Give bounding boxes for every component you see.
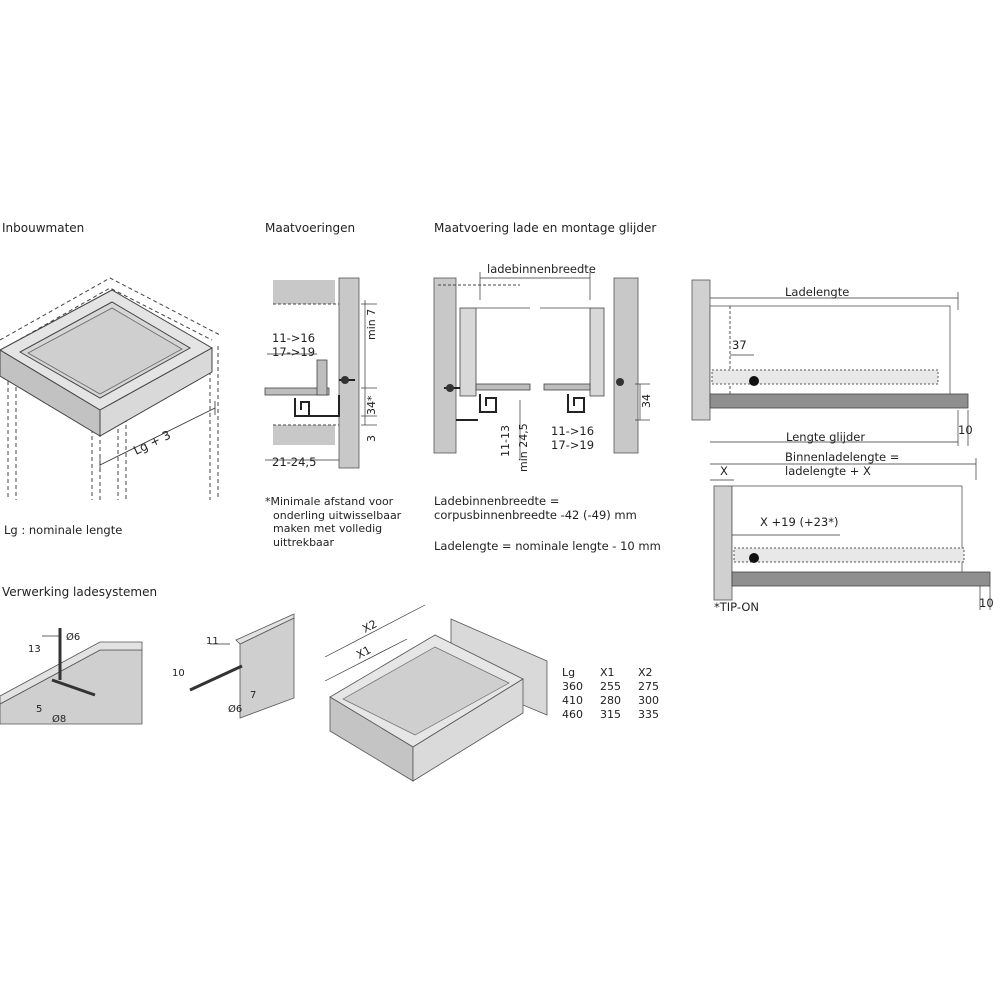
- section-title-verwerking: Verwerking ladesystemen: [2, 585, 158, 599]
- verwerking-d5: 5: [36, 704, 43, 715]
- maatvoeringen-section-drawing: [265, 270, 395, 470]
- verwerking-d7: 7: [250, 690, 257, 701]
- dim-x-19-23: X +19 (+23*): [760, 515, 839, 529]
- lade-dim-11-16: 11->16: [551, 424, 595, 438]
- verwerking-d6a: Ø6: [66, 632, 81, 643]
- table-cell: 255: [600, 680, 621, 693]
- dim-x1: X1: [354, 643, 374, 662]
- dim-10-bottom: 10: [979, 596, 994, 610]
- verwerking-d13: 13: [28, 644, 41, 655]
- drawer-isometric-drawing: [0, 260, 235, 500]
- binnenladelengte-label-1: Binnenladelengte =: [785, 450, 900, 464]
- drawer-measure-drawing: [325, 595, 555, 785]
- table-cell: 275: [638, 680, 659, 693]
- dim-34-star: 34*: [365, 395, 378, 415]
- maatvoeringen-note: *Minimale afstand voor onderling uitwisselbaar maken met volledig uittrekbaar: [265, 495, 402, 549]
- table-header-x2: X2: [638, 666, 653, 679]
- table-header-lg: Lg: [562, 666, 576, 679]
- section-title-maatvoering-lade: Maatvoering lade en montage glijder: [434, 221, 657, 235]
- dim-37: 37: [732, 338, 747, 352]
- dim-21-24-5: 21-24,5: [272, 455, 317, 469]
- table-header-row: [562, 666, 676, 680]
- lg-legend: Lg : nominale lengte: [4, 523, 123, 537]
- dim-17-19: 17->19: [272, 345, 316, 359]
- table-cell: 280: [600, 694, 621, 707]
- dim-3: 3: [365, 435, 378, 442]
- lengte-glijder-label: Lengte glijder: [786, 430, 866, 444]
- tip-on-note: *TIP-ON: [714, 600, 759, 614]
- dim-34: 34: [640, 394, 653, 408]
- table-row: [562, 694, 676, 708]
- verwerking-d11: 11: [206, 636, 219, 647]
- lade-dim-17-19: 17->19: [551, 438, 595, 452]
- ladebinnenbreedte-label: ladebinnenbreedte: [487, 262, 596, 276]
- lg-plus-3-label: Lg + 3: [131, 427, 173, 458]
- ladelengte-formula: Ladelengte = nominale lengte - 10 mm: [434, 539, 661, 553]
- drilling-detail-1-drawing: [0, 620, 145, 730]
- ladelengte-label: Ladelengte: [785, 285, 850, 299]
- verwerking-d8: Ø8: [52, 714, 67, 725]
- verwerking-d6b: Ø6: [228, 704, 243, 715]
- dim-11-13: 11-13: [499, 425, 512, 457]
- dim-min7: min 7: [365, 308, 378, 340]
- section-title-inbouwmaten: Inbouwmaten: [2, 221, 85, 235]
- dim-10-top: 10: [958, 423, 973, 437]
- ladebinnenbreedte-formula: Ladebinnenbreedte = corpusbinnenbreedte -42 (-49) mm: [434, 494, 637, 522]
- verwerking-d10: 10: [172, 668, 185, 679]
- table-cell: 300: [638, 694, 659, 707]
- table-cell: 335: [638, 708, 659, 721]
- table-cell: 460: [562, 708, 583, 721]
- table-row: [562, 708, 676, 722]
- dim-min-24-5: min 24,5: [517, 423, 530, 472]
- table-header-x1: X1: [600, 666, 615, 679]
- lade-cross-section-drawing: [430, 260, 660, 480]
- drilling-detail-2-drawing: [170, 614, 295, 724]
- binnenladelengte-label-2: ladelengte + X: [785, 464, 871, 478]
- dim-11-16: 11->16: [272, 331, 316, 345]
- section-title-maatvoeringen: Maatvoeringen: [265, 221, 356, 235]
- table-cell: 410: [562, 694, 583, 707]
- length-table: [562, 666, 676, 722]
- table-cell: 360: [562, 680, 583, 693]
- dim-x2: X2: [360, 617, 380, 636]
- table-cell: 315: [600, 708, 621, 721]
- dim-x: X: [720, 464, 728, 478]
- table-row: [562, 680, 676, 694]
